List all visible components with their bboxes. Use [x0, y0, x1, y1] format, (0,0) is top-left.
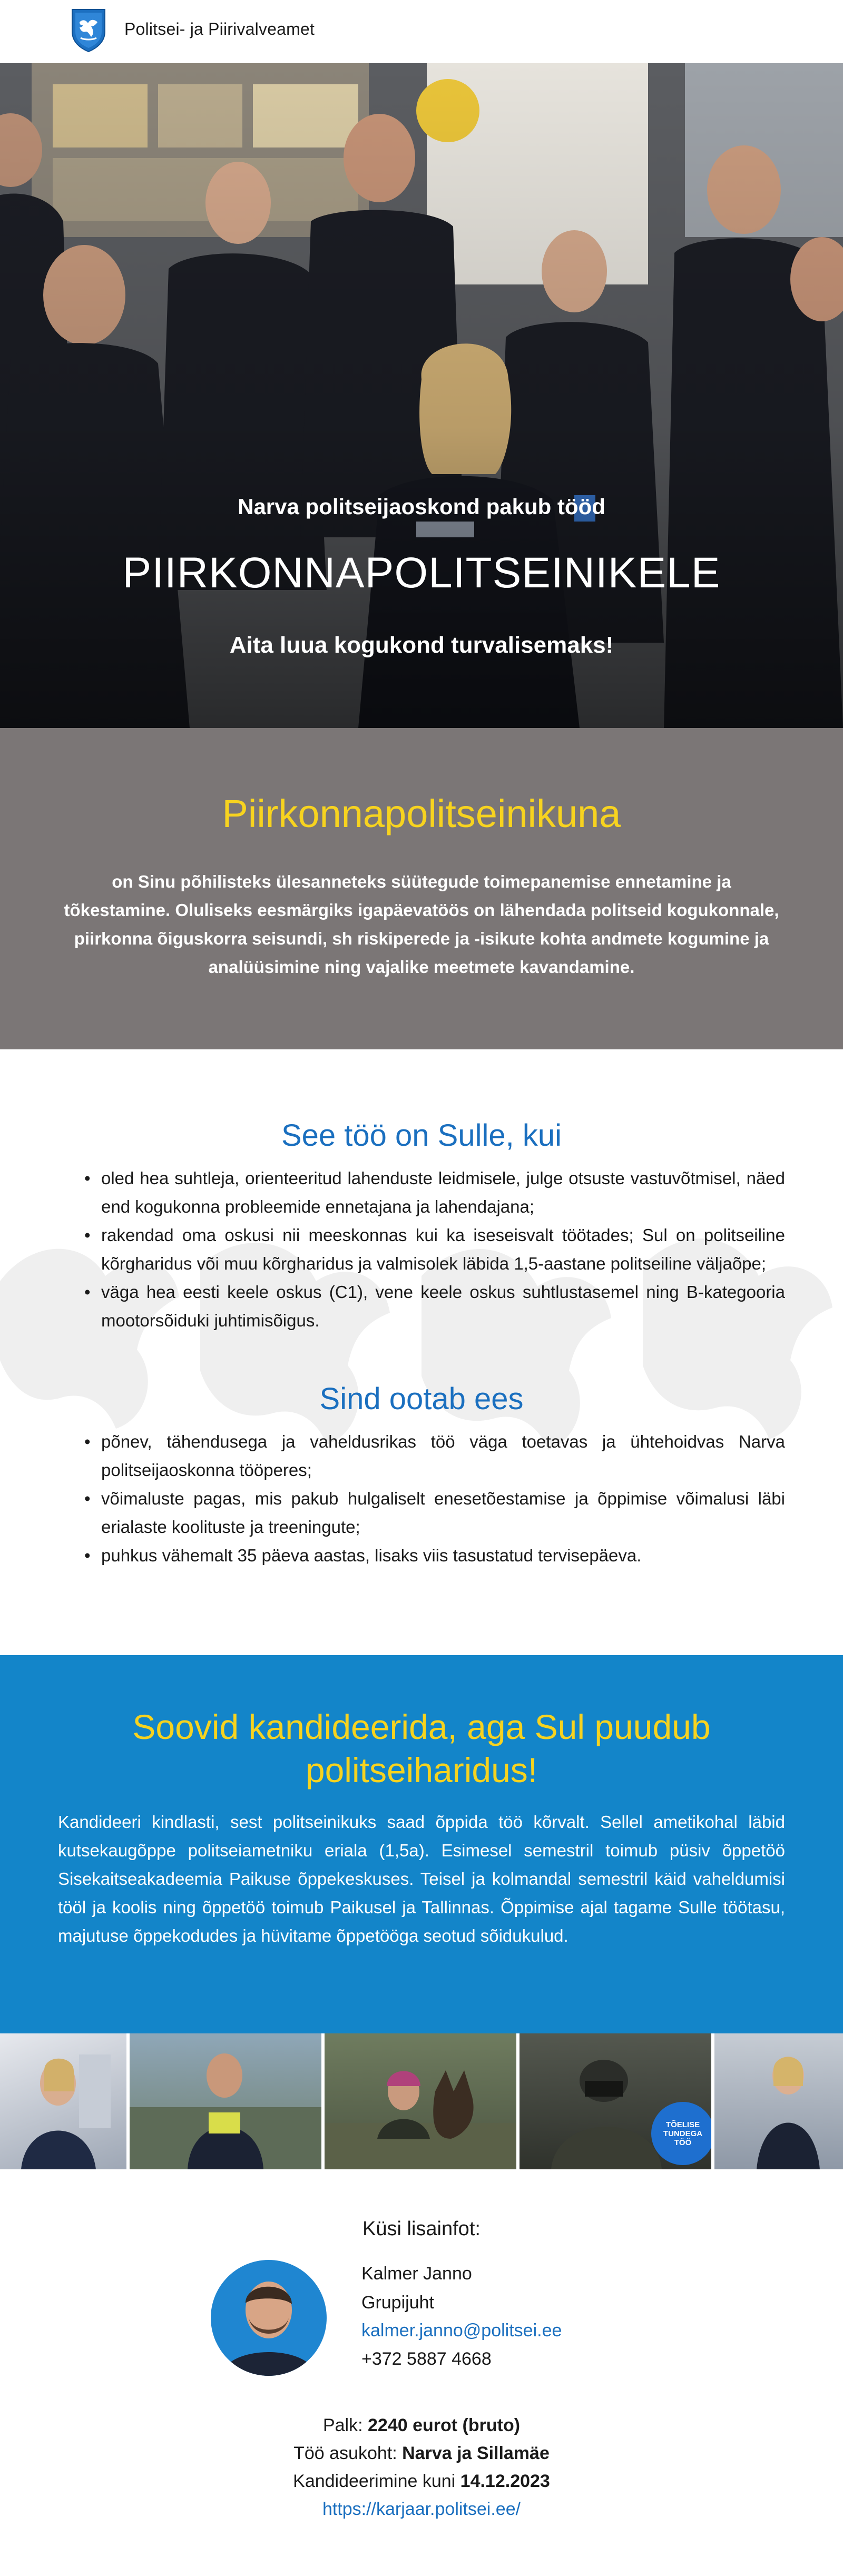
deadline-label: Kandideerimine kuni [293, 2471, 460, 2491]
photo-dog-handler [325, 2033, 516, 2169]
offers-list [84, 1428, 785, 1570]
photo-special-forces [519, 2033, 711, 2169]
intro-title: Piirkonnapolitseinikuna [222, 792, 621, 835]
list-item: • rakendad oma oskusi nii meeskonnas kui ka iseseisvalt töötades; Sul on politseiline kõrgharidus või muu kõrgharidus ja valmisolek läbida 1,5-aastane politseiline väljaõpe; [84, 1221, 785, 1278]
salary-value: 2240 eurot (bruto) [368, 2415, 521, 2435]
no-education-section [0, 1655, 843, 2033]
badge-line: TÕELISE [665, 2120, 700, 2129]
hero-title: PIIRKONNAPOLITSEINIKELE [122, 549, 721, 597]
strip-badge [651, 2120, 711, 2147]
list-item: • puhkus vähemalt 35 päeva aastas, lisaks viis tasustatud tervisepäeva. [84, 1541, 785, 1570]
photo-strip [0, 2033, 843, 2169]
salary-line [0, 2415, 843, 2436]
location-line [0, 2443, 843, 2464]
police-shield-logo[interactable] [70, 7, 107, 53]
deadline-value: 14.12.2023 [460, 2471, 550, 2491]
badge-line: TÖÖ [674, 2138, 692, 2147]
intro-section [0, 728, 843, 1049]
career-site-link[interactable]: https://karjaar.politsei.ee/ [322, 2499, 521, 2519]
location-value: Narva ja Sillamäe [402, 2443, 550, 2463]
no-education-title: Soovid kandideerida, aga Sul puudub politseiharidus! [132, 1707, 711, 1790]
deadline-line [0, 2471, 843, 2492]
location-label: Töö asukoht: [293, 2443, 403, 2463]
intro-text: on Sinu põhilisteks ülesanneteks süütegude toimepanemise ennetamine ja tõkestamine. Oluliseks eesmärgiks igapäevatöös on lähendada politseid kogukonnale, piirkonna õiguskorra seisundi, sh riskiperede ja -isikute kohta andmete kogumine ja analüüsimine ning vajalike meetmete kavandamine. [64, 872, 779, 977]
badge-line: TUNDEGA [663, 2129, 703, 2138]
contact-phone[interactable]: +372 5887 4668 [361, 2349, 492, 2369]
hero-banner [0, 63, 843, 728]
contact-email-link[interactable]: kalmer.janno@politsei.ee [361, 2321, 562, 2341]
requirements-list [84, 1164, 785, 1335]
contact-name: Kalmer Janno [361, 2264, 472, 2284]
list-item: • võimaluste pagas, mis pakub hulgaliselt enesetõestamise ja õppimise võimalusi läbi erialaste koolituste ja treeningute; [84, 1484, 785, 1541]
no-education-text: Kandideeri kindlasti, sest politseinikuks saad õppida töö kõrvalt. Sellel ametikohal läbid kutsekaugõppe politseiametniku eriala (1,5a). Esimesel semestril toimub püsiv õppetöö Sisekaitseakadeemia Paikuse õppekeskuses. Teisel ja kolmandal semestril käid vaheldumisi tööl ja koolis ning õppetöö toimub Paikusel ja Tallinnas. Õppimise ajal tagame Sulle töötasu, majutuse õppekodudes ja hüvitame õppetööga seotud sõidukulud. [58, 1812, 785, 1945]
requirements-title: See töö on Sulle, kui [281, 1118, 562, 1153]
site-header [0, 0, 843, 63]
salary-label: Palk: [322, 2415, 368, 2435]
offers-title: Sind ootab ees [319, 1382, 524, 1416]
photo-officer-woman [0, 2033, 126, 2169]
details-section [0, 1049, 843, 1655]
avatar [211, 2260, 327, 2376]
hero-tagline: Aita luua kogukond turvalisemaks! [229, 632, 614, 658]
contact-role: Grupijuht [361, 2293, 434, 2313]
photo-officer-man [130, 2033, 321, 2169]
list-item: • oled hea suhtleja, orienteeritud lahenduste leidmisele, julge otsuste vastuvõtmisel, näed end kogukonna probleemide ennetajana ja lahendajana; [84, 1164, 785, 1221]
contact-heading: Küsi lisainfot: [362, 2218, 481, 2240]
list-item: • väga hea eesti keele oskus (C1), vene keele oskus suhtlustasemel ning B-kategooria mootorsõiduki juhtimisõigus. [84, 1278, 785, 1335]
hero-team-photo [0, 63, 843, 728]
hero-subtitle: Narva politseijaoskond pakub tööd [238, 494, 605, 519]
org-name[interactable]: Politsei- ja Piirivalveamet [124, 19, 315, 38]
list-item: • põnev, tähendusega ja vaheldusrikas töö väga toetavas ja ühtehoidvas Narva politseijaoskonna tööperes; [84, 1428, 785, 1484]
photo-officer-woman-2 [714, 2033, 843, 2169]
